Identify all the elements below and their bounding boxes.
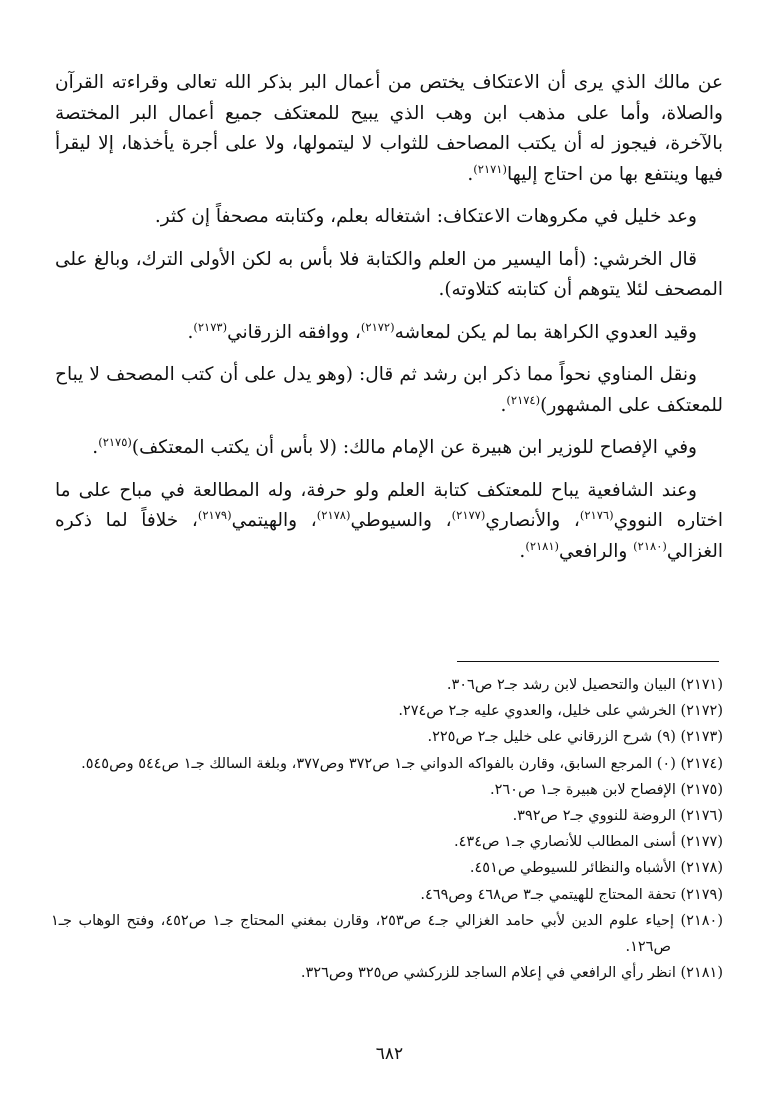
footnote — [51, 829, 723, 855]
footnote — [51, 751, 723, 777]
footnote — [51, 803, 723, 829]
punctuation: . — [519, 540, 526, 562]
footnote-divider — [457, 661, 719, 662]
punctuation: . — [187, 321, 194, 343]
paragraph-text: ، خلافاً لما ذكره الغزالي — [55, 510, 723, 562]
footnote-text: البيان والتحصيل لابن رشد جـ٢ ص٣٠٦. — [446, 677, 676, 693]
paragraph-7 — [55, 476, 723, 568]
footnote-number: (٢١٧٤) — [680, 755, 723, 772]
main-text — [55, 68, 723, 579]
paragraph-text: والرافعي — [559, 540, 634, 562]
paragraph-text: وعند الشافعية يباح للمعتكف كتابة العلم ولو حرفة، وله المطالعة في مباح على ما اختاره النووي — [55, 479, 724, 531]
paragraph-2 — [55, 202, 723, 233]
paragraph-text: وفي الإفصاح للوزير ابن هبيرة عن الإمام مالك: (لا بأس أن يكتب المعتكف) — [131, 437, 697, 458]
footnote-number: (٢١٧٧) — [680, 834, 723, 851]
footnote-text: تحفة المحتاج للهيتمي جـ٣ ص٤٦٨ وص٤٦٩. — [420, 886, 676, 903]
footnote-ref[interactable]: (٢١٧٤) — [506, 392, 541, 407]
footnotes-section — [51, 672, 723, 986]
footnote-ref[interactable]: (٢١٧٩) — [197, 508, 232, 522]
footnote — [51, 777, 723, 803]
paragraph-text: عن مالك الذي يرى أن الاعتكاف يختص من أعمال البر بذكر الله تعالى وقراءته القرآن والصلاة، وأما على مذهب ابن وهب الذي يبيح للمعتكف جميع أعمال البر المختصة بالآخرة، فيجوز له أن يكتب المصاحف للثواب لا ليتمولها، ولا على أجرة يأخذها، إلا ليقرأ فيها وينتفع بها من احتاج إليها — [55, 72, 723, 185]
footnote — [51, 908, 723, 960]
footnote — [51, 855, 723, 881]
footnote-text: (٠) المرجع السابق، وقارن بالفواكه الدواني جـ١ ص٣٧٢ وص٣٧٧، وبلغة السالك جـ١ ص٥٤٤ وص٥٤٥. — [81, 755, 676, 772]
footnote-ref[interactable]: (٢١٧٥) — [98, 435, 132, 449]
footnote-ref[interactable]: (٢١٧٧) — [451, 508, 486, 522]
footnote-number: (٢١٧٩) — [680, 886, 723, 903]
footnote-text: (٩) شرح الزرقاني على خليل جـ٢ ص٢٢٥. — [427, 729, 676, 746]
footnote-ref[interactable]: (٢١٧٨) — [316, 508, 351, 522]
page-number: ٦٨٢ — [375, 1044, 404, 1064]
footnote-text: الإفصاح لابن هبيرة جـ١ ص٢٦٠. — [490, 781, 676, 798]
footnote-number: (٢١٧٣) — [680, 729, 723, 746]
footnote-ref[interactable]: (٢١٨٠) — [633, 538, 667, 553]
footnote-text: الروضة للنووي جـ٢ ص٣٩٢. — [512, 808, 676, 825]
footnote-number: (٢١٧٢) — [680, 703, 723, 720]
footnote-text: الأشباه والنظائر للسيوطي ص٤٥١. — [469, 860, 676, 877]
footnote-ref[interactable]: (٢١٧٦) — [579, 508, 614, 522]
footnote-number: (٢١٧٥) — [680, 781, 723, 798]
paragraph-3 — [55, 245, 723, 306]
footnote — [51, 672, 723, 698]
punctuation: . — [92, 437, 99, 458]
footnote — [51, 724, 723, 750]
punctuation: . — [467, 163, 474, 185]
paragraph-text: ، والأنصاري — [485, 510, 580, 531]
paragraph-text: قال الخرشي: (أما اليسير من العلم والكتابة فلا بأس به لكن الأولى الترك، وبالغ على المصحف لئلا يتوهم أن كتابته كتلاوته). — [55, 248, 723, 300]
footnote — [51, 882, 723, 908]
footnote-number: (٢١٨١) — [680, 965, 723, 982]
footnote-text: الخرشي على خليل، والعدوي عليه جـ٢ ص٢٧٤. — [398, 703, 676, 720]
paragraph-text: ، والهيتمي — [231, 510, 317, 531]
footnote-text: أسنى المطالب للأنصاري جـ١ ص٤٣٤. — [454, 834, 676, 851]
paragraph-1 — [55, 68, 723, 190]
paragraph-text: ونقل المناوي نحواً مما ذكر ابن رشد ثم قال: (وهو يدل على أن كتب المصحف لا يباح للمعتكف على المشهور) — [55, 364, 723, 416]
footnote-text: انظر رأي الرافعي في إعلام الساجد للزركشي ص٣٢٥ وص٣٢٦. — [300, 965, 676, 982]
paragraph-text: ، والسيوطي — [350, 510, 452, 531]
paragraph-text: ، ووافقه الزرقاني — [227, 321, 361, 343]
footnote — [51, 698, 723, 724]
footnote-ref[interactable]: (٢١٧٢) — [360, 319, 395, 334]
paragraph-5 — [55, 360, 723, 421]
footnote — [51, 960, 723, 986]
paragraph-4 — [55, 318, 723, 349]
paragraph-text: وعد خليل في مكروهات الاعتكاف: اشتغاله بعلم، وكتابته مصحفاً إن كثر. — [154, 206, 697, 227]
footnote-text: إحياء علوم الدين لأبي حامد الغزالي جـ٤ ص٢٥٣، وقارن بمغني المحتاج جـ١ ص٤٥٢، وفتح الوهاب جـ١ ص١٢٦. — [51, 912, 675, 956]
footnote-ref[interactable]: (٢١٧١) — [473, 161, 507, 176]
footnote-number: (٢١٧٦) — [680, 808, 723, 825]
footnote-number: (٢١٧١) — [680, 677, 723, 693]
footnote-ref[interactable]: (٢١٨١) — [525, 538, 560, 553]
footnote-number: (٢١٧٨) — [680, 860, 723, 877]
punctuation: . — [500, 394, 507, 416]
footnote-number: (٢١٨٠) — [680, 912, 723, 929]
footnote-ref[interactable]: (٢١٧٣) — [193, 319, 228, 334]
paragraph-text: وقيد العدوي الكراهة بما لم يكن لمعاشه — [394, 321, 697, 343]
paragraph-6 — [55, 433, 723, 464]
